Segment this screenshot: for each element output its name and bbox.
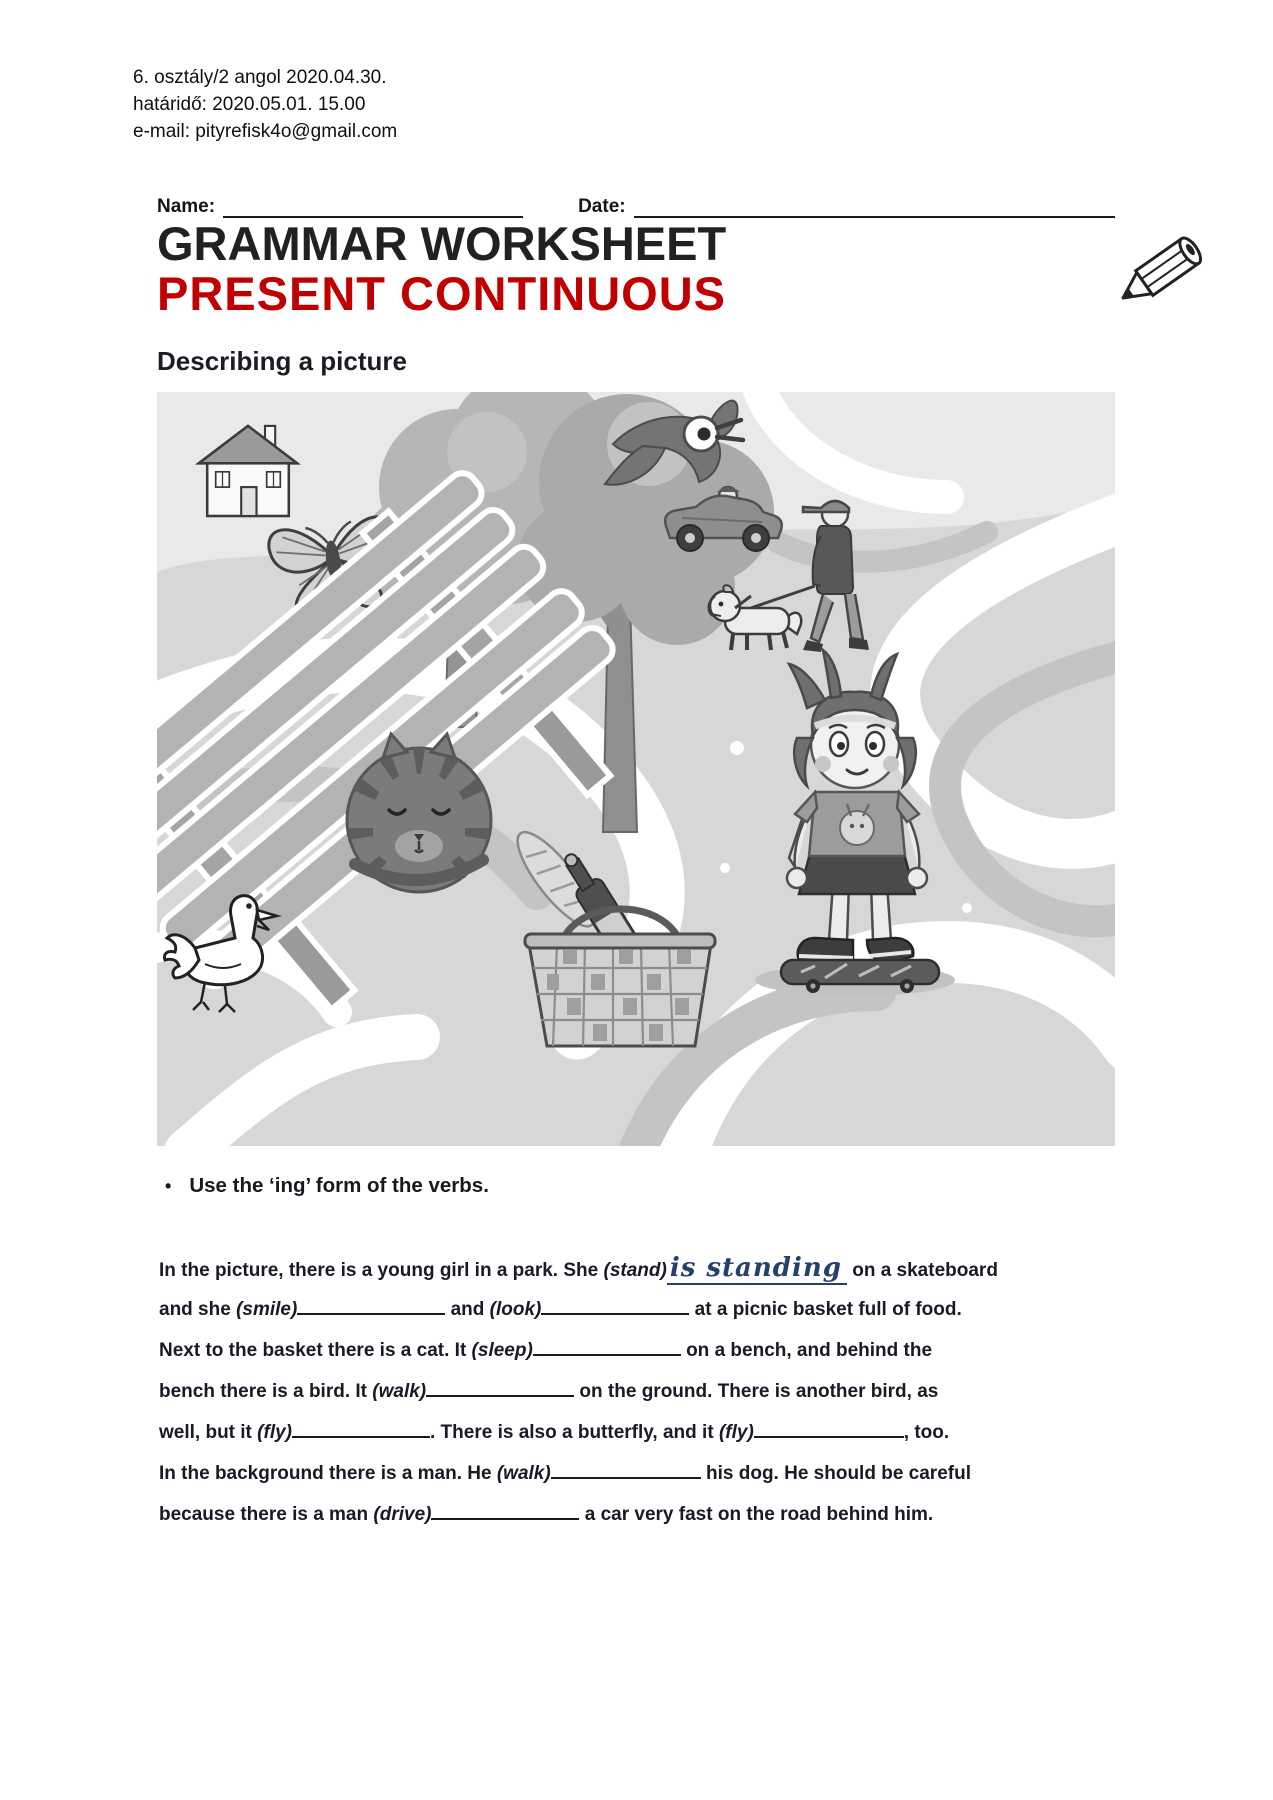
exercise-line: [159, 1494, 1115, 1535]
park-scene-svg: [157, 392, 1115, 1146]
doc-header-line: 6. osztály/2 angol 2020.04.30.: [133, 67, 387, 88]
bullet-icon: •: [165, 1176, 172, 1196]
exercise-line: [159, 1453, 1115, 1494]
verb-cue: (drive): [373, 1504, 432, 1525]
exercise-text: Next to the basket there is a cat. It: [159, 1340, 472, 1361]
exercise-text: and she: [159, 1299, 237, 1320]
pencil-icon: [1109, 232, 1219, 332]
instruction-row: [165, 1174, 489, 1198]
exercise-text: bench there is a bird. It: [159, 1381, 373, 1402]
verb-cue: (look): [489, 1299, 542, 1320]
worksheet-subheading: Describing a picture: [157, 346, 407, 376]
answer-blank[interactable]: [431, 1502, 579, 1520]
answer-blank[interactable]: [541, 1297, 689, 1315]
verb-cue: (fly): [257, 1422, 292, 1443]
name-label: Name:: [157, 196, 216, 217]
answer-blank[interactable]: [297, 1297, 445, 1315]
exercise-text: and: [445, 1299, 490, 1320]
answer-blank[interactable]: [551, 1461, 701, 1479]
exercise-text: In the background there is a man. He: [159, 1463, 497, 1484]
date-label: Date:: [578, 196, 626, 217]
exercise-line: [159, 1248, 1115, 1289]
verb-cue: (sleep): [471, 1340, 533, 1361]
exercise-text: , too.: [903, 1422, 950, 1443]
verb-cue: (stand): [603, 1260, 667, 1281]
date-field-line[interactable]: [634, 196, 1115, 218]
doc-header: [133, 64, 397, 145]
exercise-line: [159, 1371, 1115, 1412]
name-field-line[interactable]: [223, 196, 523, 218]
verb-cue: (fly): [718, 1422, 754, 1443]
exercise-text: on the ground. There is another bird, as: [574, 1381, 939, 1402]
exercise-line: [159, 1289, 1115, 1330]
answer-blank[interactable]: [426, 1379, 574, 1397]
park-illustration: [157, 392, 1115, 1146]
exercise-text: on a bench, and behind the: [680, 1340, 933, 1361]
exercise-text: . There is also a butterfly, and it: [430, 1422, 719, 1443]
verb-cue: (walk): [372, 1381, 427, 1402]
verb-cue: (smile): [236, 1299, 298, 1320]
exercise-text: at a picnic basket full of food.: [689, 1299, 962, 1320]
exercise-text: his dog. He should be careful: [700, 1463, 971, 1484]
exercise-text: In the picture, there is a young girl in a park. She: [159, 1260, 604, 1281]
doc-header-line: határidő: 2020.05.01. 15.00: [133, 94, 366, 115]
exercise-lines: [159, 1248, 1115, 1535]
instruction-text: Use the ‘ing’ form of the verbs.: [189, 1174, 489, 1197]
answer-blank[interactable]: [533, 1338, 681, 1356]
doc-header-line: e-mail: pityrefisk4o@gmail.com: [133, 121, 398, 142]
name-date-row: [157, 196, 1115, 218]
worksheet-subtitle: PRESENT CONTINUOUS: [157, 267, 726, 320]
exercise-text: on a skateboard: [846, 1260, 998, 1281]
exercise-text: because there is a man: [159, 1504, 374, 1525]
worksheet-title: GRAMMAR WORKSHEET: [157, 217, 727, 270]
handwritten-answer: is standing: [667, 1253, 847, 1285]
exercise-text: well, but it: [159, 1422, 258, 1443]
answer-blank[interactable]: [754, 1420, 904, 1438]
verb-cue: (walk): [496, 1463, 551, 1484]
answer-blank[interactable]: [292, 1420, 430, 1438]
exercise-line: [159, 1330, 1115, 1371]
exercise-text: a car very fast on the road behind him.: [579, 1504, 934, 1525]
exercise-line: [159, 1412, 1115, 1453]
